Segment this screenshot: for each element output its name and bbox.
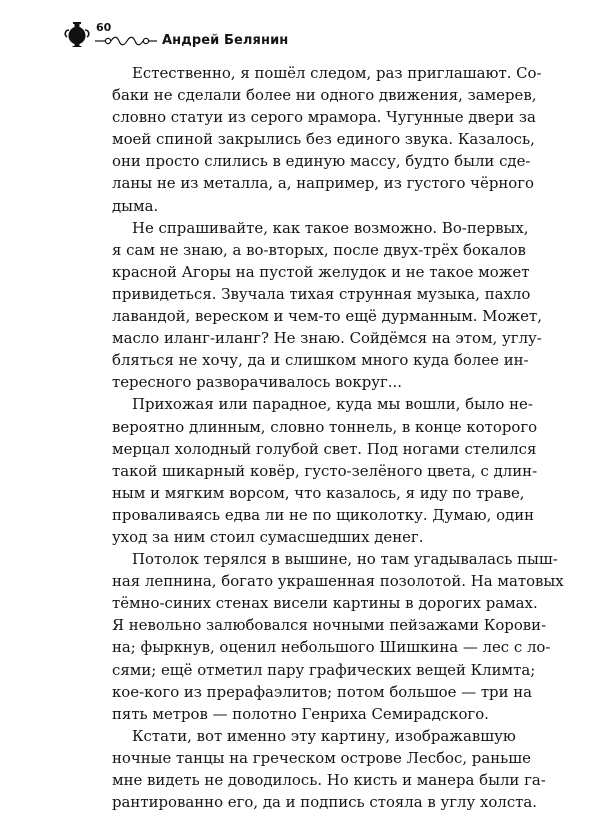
text-line: такой шикарный ковёр, густо-зелёного цвета, с длин- — [112, 461, 538, 480]
text-line: Прихожая или парадное, куда мы вошли, было не- — [132, 395, 533, 414]
text-line: ночные танцы на греческом острове Лесбос, раньше — [112, 748, 531, 767]
text-line: пять метров — полотно Генриха Семирадского. — [112, 704, 489, 723]
amphora-icon — [62, 18, 92, 48]
text-line: проваливаясь едва ли не по щиколотку. Думаю, один — [112, 505, 535, 524]
text-line: моей спиной закрылись без единого звука. Казалось, — [112, 130, 535, 149]
text-line: вероятно длинным, словно тоннель, в конце которого — [112, 417, 538, 436]
body-text — [112, 62, 564, 813]
text-line: я сам не знаю, а во-вторых, после двух-трёх бокалов — [112, 240, 526, 259]
paragraph-4 — [112, 548, 564, 725]
text-line: рантированно его, да и подпись стояла в углу холста. — [112, 793, 538, 812]
text-line: Потолок терялся в вышине, но там угадывалась пыш- — [132, 550, 558, 569]
text-line: уход за ним стоил сумасшедших денег. — [112, 527, 424, 546]
text-line: привидеться. Звучала тихая струнная музыка, пахло — [112, 284, 531, 303]
paragraph-5 — [112, 725, 546, 813]
text-line: красной Агоры на пустой желудок и не такое может — [112, 262, 530, 281]
text-line: тересного разворачивалось вокруг... — [112, 373, 402, 392]
text-line: мерцал холодный голубой свет. Под ногами стелился — [112, 439, 537, 458]
text-line: Естественно, я пошёл следом, раз приглашают. Со- — [132, 64, 542, 82]
text-line: Не спрашивайте, как такое возможно. Во-первых, — [132, 218, 529, 237]
paragraph-3 — [112, 393, 538, 548]
text-line: лавандой, вереском и чем-то ещё дурманным. Может, — [112, 307, 542, 326]
text-line: тёмно-синих стенах висели картины в дорогих рамах. — [112, 594, 538, 613]
text-line: словно статуи из серого мрамора. Чугунные двери за — [112, 108, 536, 127]
text-line: бляться не хочу, да и слишком много куда более ин- — [112, 351, 529, 370]
text-line: ным и мягким ворсом, что казалось, я иду по траве, — [112, 483, 525, 502]
text-line: масло иланг-иланг? Не знаю. Сойдёмся на этом, углу- — [112, 329, 542, 348]
text-line: баки не сделали более ни одного движения, замерев, — [112, 86, 537, 105]
text-line: дыма. — [112, 196, 159, 215]
text-line: Кстати, вот именно эту картину, изображавшую — [132, 726, 516, 745]
paragraph-2 — [112, 217, 542, 394]
page-header — [62, 18, 288, 48]
text-line: на; фыркнув, оценил небольшого Шишкина — лес с ло- — [112, 638, 551, 657]
ornament-icon — [94, 35, 158, 47]
paragraph-1 — [112, 62, 542, 217]
author-name: Андрей Белянин — [162, 33, 289, 48]
text-line: сями; ещё отметил пару графических вещей Климта; — [112, 660, 536, 679]
text-line: мне видеть не доводилось. Но кисть и манера были га- — [112, 771, 546, 789]
page-number: 60 — [96, 21, 112, 34]
text-line: кое-кого из прерафаэлитов; потом большое — три на — [112, 682, 533, 701]
text-line: они просто слились в единую массу, будто были сде- — [112, 152, 531, 171]
text-line: ная лепнина, богато украшенная позолотой. На матовых — [112, 572, 564, 591]
text-line: ланы не из металла, а, например, из густого чёрного — [112, 174, 535, 193]
text-line: Я невольно залюбовался ночными пейзажами Корови- — [112, 616, 547, 635]
